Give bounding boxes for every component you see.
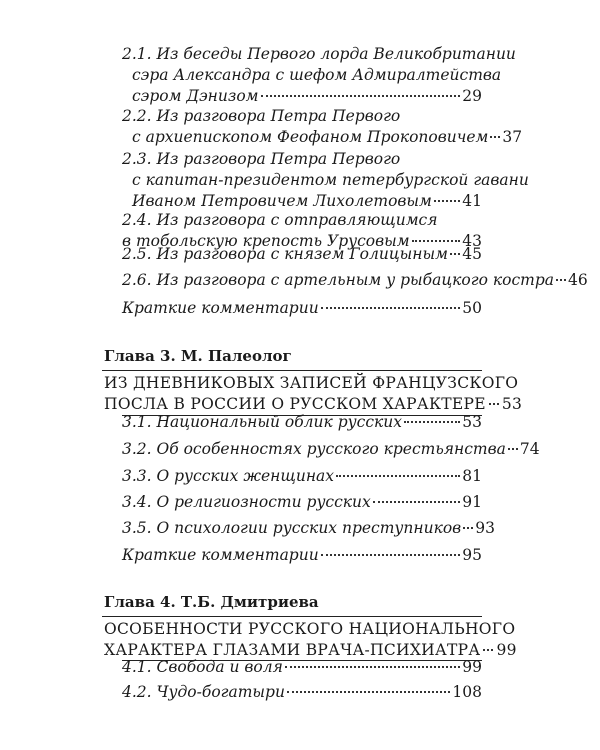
leader-dots xyxy=(434,200,460,202)
entry-line: 3.3. О русских женщинах xyxy=(122,467,335,485)
page-number: 74 xyxy=(519,440,540,458)
page-number: 93 xyxy=(475,519,495,537)
toc-entry-2-3 xyxy=(122,149,529,212)
divider-line xyxy=(102,616,482,617)
title-line: ПОСЛА В РОССИИ О РУССКОМ ХАРАКТЕРЕ xyxy=(104,395,486,413)
leader-dots xyxy=(489,403,499,405)
entry-line: 2.2. Из разговора Петра Первого xyxy=(122,107,401,125)
entry-line: 3.1. Национальный облик русских xyxy=(122,413,402,431)
page-number: 99 xyxy=(462,658,482,676)
leader-dots xyxy=(556,279,566,281)
entry-line: 2.1. Из беседы Первого лорда Великобритании xyxy=(122,45,516,63)
leader-dots xyxy=(321,554,461,556)
leader-dots xyxy=(287,691,450,693)
leader-dots xyxy=(373,501,460,503)
entry-line: Иваном Петровичем Лихолетовым xyxy=(132,192,432,210)
page-number: 45 xyxy=(462,245,482,263)
toc-entry-2-1 xyxy=(122,44,516,107)
entry-line: с капитан-президентом петербургской гавани xyxy=(132,171,529,189)
chapter-3-heading: Глава 3. М. Палеолог xyxy=(104,347,292,365)
page-number: 46 xyxy=(567,271,588,289)
entry-line: в тобольскую крепость Урусовым xyxy=(122,232,410,250)
leader-dots xyxy=(483,649,493,651)
entry-line: 2.3. Из разговора Петра Первого xyxy=(122,150,401,168)
toc-entry-3-1 xyxy=(122,412,482,433)
toc-entry-3-3 xyxy=(122,466,482,487)
leader-dots xyxy=(261,95,461,97)
page-number: 53 xyxy=(462,413,482,431)
chapter-4-title xyxy=(104,619,517,661)
entry-line: 3.4. О религиозности русских xyxy=(122,493,371,511)
leader-dots xyxy=(336,475,460,477)
toc-entry-2-2 xyxy=(122,106,523,148)
entry-line: 3.2. Об особенностях русского крестьянства xyxy=(122,440,506,458)
page-number: 50 xyxy=(462,299,482,317)
leader-dots xyxy=(285,666,460,668)
toc-entry-3-4 xyxy=(122,492,482,513)
leader-dots xyxy=(508,448,518,450)
chapter-3-title xyxy=(104,373,523,415)
page-number: 81 xyxy=(462,467,482,485)
page-number: 43 xyxy=(462,232,482,250)
page-number: 37 xyxy=(502,128,523,146)
entry-line: 4.1. Свобода и воля xyxy=(122,658,283,676)
toc-entry-ch2-comments xyxy=(122,298,482,319)
leader-dots xyxy=(463,527,473,529)
toc-entry-3-5 xyxy=(122,518,495,539)
toc-entry-4-2 xyxy=(122,682,482,703)
page-number: 99 xyxy=(496,641,517,659)
chapter-4-heading: Глава 4. Т.Б. Дмитриева xyxy=(104,593,319,611)
toc-entry-2-5 xyxy=(122,244,482,265)
entry-line: 2.4. Из разговора с отправляющимся xyxy=(122,211,438,229)
toc-entry-4-1 xyxy=(122,657,482,678)
entry-line: сэра Александра с шефом Адмиралтейства xyxy=(132,66,502,84)
page-number: 95 xyxy=(462,546,482,564)
leader-dots xyxy=(490,136,500,138)
page-number: 41 xyxy=(462,192,482,210)
toc-entry-3-2 xyxy=(122,439,540,460)
leader-dots xyxy=(404,421,460,423)
page-number: 108 xyxy=(452,683,482,701)
leader-dots xyxy=(450,253,460,255)
title-line: ХАРАКТЕРА ГЛАЗАМИ ВРАЧА-ПСИХИАТРА xyxy=(104,641,481,659)
title-line: ОСОБЕННОСТИ РУССКОГО НАЦИОНАЛЬНОГО xyxy=(104,620,516,638)
entry-line: сэром Дэнизом xyxy=(132,87,259,105)
entry-line: 4.2. Чудо-богатыри xyxy=(122,683,285,701)
leader-dots xyxy=(321,307,461,309)
entry-line: 2.5. Из разговора с князем Голицыным xyxy=(122,245,448,263)
entry-line: Краткие комментарии xyxy=(122,546,319,564)
leader-dots xyxy=(412,240,461,242)
entry-line: 2.6. Из разговора с артельным у рыбацкого костра xyxy=(122,271,554,289)
entry-line: с архиепископом Феофаном Прокоповичем xyxy=(132,128,489,146)
toc-entry-ch3-comments xyxy=(122,545,482,566)
page-number: 29 xyxy=(462,87,482,105)
entry-line: 3.5. О психологии русских преступников xyxy=(122,519,462,537)
page-number: 53 xyxy=(501,395,523,413)
divider-line xyxy=(102,370,482,371)
entry-line: Краткие комментарии xyxy=(122,299,319,317)
toc-entry-2-6 xyxy=(122,270,588,291)
title-line: ИЗ ДНЕВНИКОВЫХ ЗАПИСЕЙ ФРАНЦУЗСКОГО xyxy=(104,374,519,392)
page-number: 91 xyxy=(462,493,482,511)
